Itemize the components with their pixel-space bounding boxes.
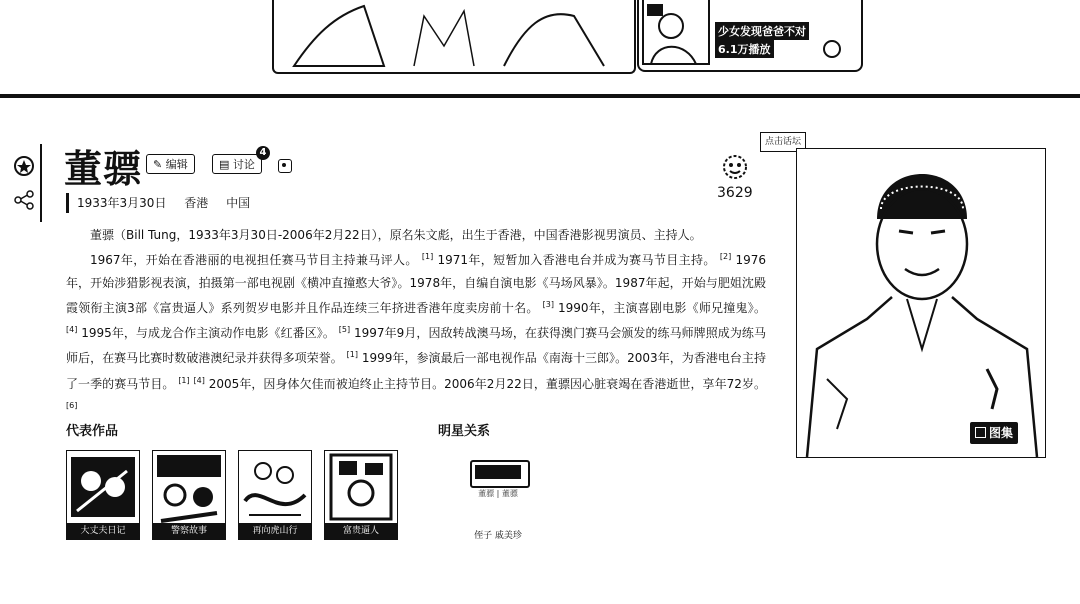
edit-label: 编辑 [165,158,188,171]
relation-name: 侄子 戚美珍 [474,531,522,541]
float-note[interactable]: 点击话坛 [760,132,806,152]
summary-line: 1971年，短暂加入香港电台并成为赛马节目主持。 [437,253,716,268]
video-title[interactable]: 少女发现爸爸不对 [715,22,809,40]
album-label: 图集 [989,426,1014,440]
work-item[interactable] [66,450,140,540]
summary-line: 2005年，因身体欠佳而被迫终止主持节目。2006年2月22日，董骠因心脏衰竭在香港逝世，享年72岁。 [208,376,766,391]
image-icon [975,427,986,438]
birth-date: 1933年3月30日 [77,196,167,210]
summary-line: 1999年，参演最后一部电视作品《南海十三郎》。2003年，为香港电台主持了一季的赛马节目。 [66,351,766,391]
summary-text [66,224,766,420]
work-item[interactable] [238,450,312,540]
play-icon[interactable] [823,40,841,58]
relations-section-title: 明星关系 [438,424,491,439]
discuss-count-badge: 4 [256,146,270,160]
reference-link[interactable]: [4] [193,375,205,385]
summary-line: 1990年，主演喜剧电影《师兄撞鬼》。 [558,300,766,315]
basic-info-bar [66,193,264,213]
summary-line: 1997年9月，因敌转战澳马场，在获得澳门赛马会颁发的练马师牌照成为练马师后，在赛马比赛时数破港澳纪录并获得多项荣誉。 [66,326,766,366]
portrait-image[interactable] [796,148,1046,458]
summary-line: 董骠（Bill Tung，1933年3月30日-2006年2月22日），原名朱文彪，出生于香港，中国香港影视男演员、主持人。 [90,228,702,242]
work-item[interactable] [152,450,226,540]
reference-link[interactable]: [2] [719,252,732,262]
edit-button[interactable] [146,154,195,174]
reference-link[interactable]: [3] [542,299,554,309]
works-section-title: 代表作品 [66,424,119,439]
summary-line: 1967年，开始在香港丽的电视担任赛马节目主持兼马评人。 [90,253,418,268]
birth-place: 香港 [184,196,209,210]
top-video-frame[interactable] [272,0,636,74]
pencil-icon: ✎ [153,158,166,171]
album-button[interactable] [970,422,1018,444]
relation-subtitle: 董骠 | 董骠 [478,489,518,498]
work-title: 富贵逼人 [325,523,397,539]
share-icon[interactable] [12,188,36,212]
work-item[interactable] [324,450,398,540]
comment-icon: ▤ [219,158,233,171]
reference-link[interactable]: [5] [338,325,351,335]
more-options-icon[interactable] [278,159,292,173]
reference-link[interactable]: [1] [178,375,190,385]
top-media-strip [0,0,1080,100]
reference-link[interactable]: [4] [66,325,78,335]
like-count: 3629 [717,185,753,201]
side-toolbar [8,144,42,222]
work-title: 警察故事 [153,523,225,539]
section-divider [0,94,1080,98]
relation-card[interactable] [466,458,530,542]
video-views: 6.1万播放 [715,40,774,58]
video-thumbnail [641,0,711,66]
collect-icon[interactable] [12,154,36,178]
reference-link[interactable]: [6] [66,401,78,411]
related-video-card[interactable] [637,0,863,72]
summary-line: 1995年，与成龙合作主演动作电影《红番区》。 [81,326,335,341]
discuss-button[interactable] [212,154,262,174]
nationality: 中国 [226,196,251,210]
like-icon[interactable] [720,152,750,182]
reference-link[interactable]: [1] [346,350,358,360]
relation-thumbnail [470,460,530,488]
reference-link[interactable]: [1] [421,252,434,262]
work-title: 大丈夫日记 [67,523,139,539]
summary-line: 1976年，开始涉猎影视表演，拍摄第一部电视剧《横冲直撞憨大爷》。1978年，自编自演电影《马场风暴》。1987年起，开始与肥姐沈殿霞领衔主演3部《富贵逼人》系列贺岁电影并且作品连续三年挤进香港年度卖房前十名。 [66,253,766,315]
page-title: 董骠 [64,146,143,191]
work-title: 再向虎山行 [239,523,311,539]
discuss-label: 讨论 [232,158,255,171]
